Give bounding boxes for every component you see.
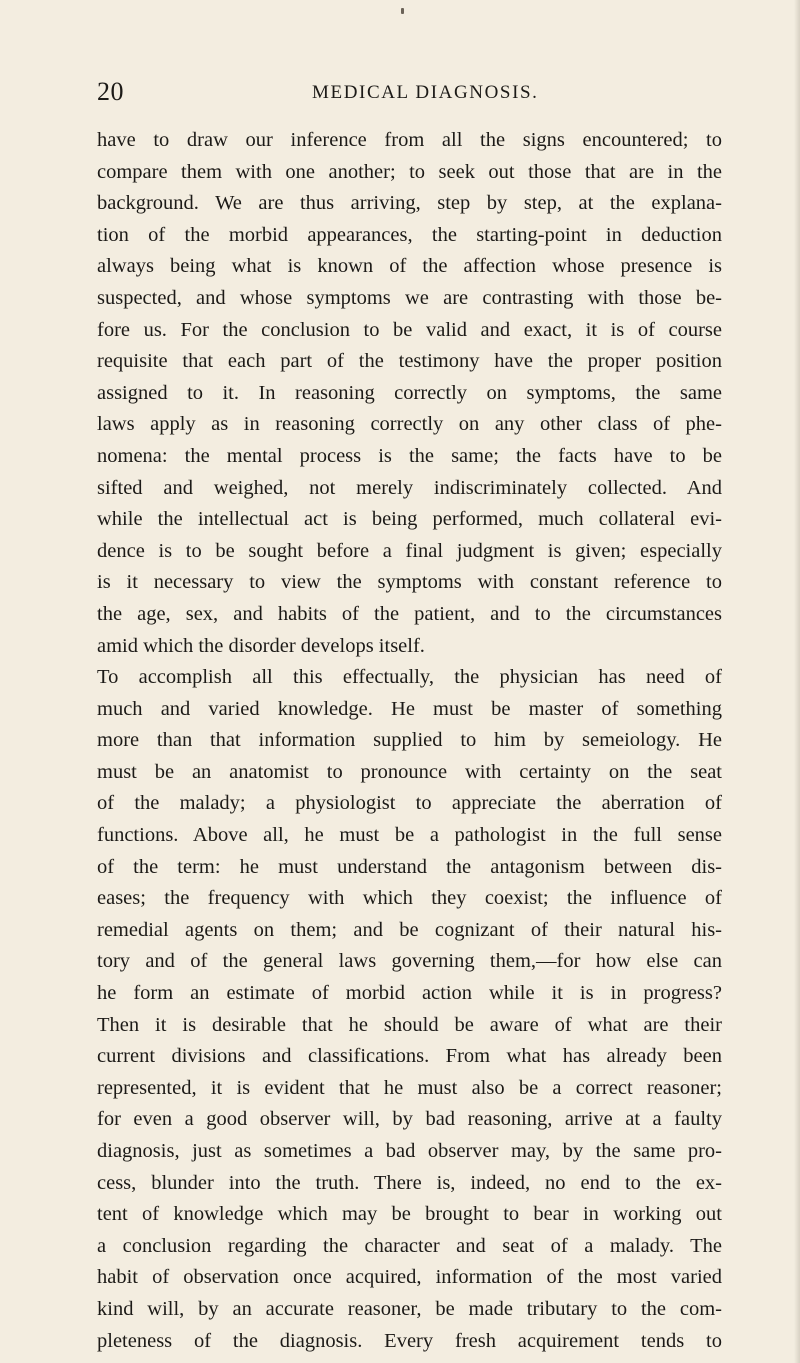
text-line: assigned to it. In reasoning correctly on symptoms, the same [97,381,722,404]
text-line-paragraph-end: amid which the disorder develops itself. [97,634,425,657]
text-line: tion of the morbid appearances, the starting-point in deduction [97,223,722,246]
text-line: diagnosis, just as sometimes a bad observer may, by the same pro- [97,1140,722,1162]
text-line: the age, sex, and habits of the patient, and to the circumstances [97,602,722,625]
text-line: of the term: he must understand the antagonism between dis- [97,855,722,878]
text-line: must be an anatomist to pronounce with certainty on the seat [97,760,722,783]
text-line: represented, it is evident that he must also be a correct reasoner; [97,1076,722,1099]
running-head: MEDICAL DIAGNOSIS. [312,82,539,103]
text-line: a conclusion regarding the character and seat of a malady. The [97,1234,722,1257]
text-line: suspected, and whose symptoms we are contrasting with those be- [97,286,722,309]
text-line: remedial agents on them; and be cognizant of their natural his- [97,918,722,941]
text-line: while the intellectual act is being performed, much collateral evi- [97,508,722,531]
text-line: for even a good observer will, by bad reasoning, arrive at a faulty [97,1108,722,1131]
text-line: always being what is known of the affection whose presence is [97,255,722,278]
text-line: dence is to be sought before a final judgment is given; especially [97,539,722,562]
text-line: much and varied knowledge. He must be master of something [97,697,722,720]
body-text [97,125,722,1357]
text-line: have to draw our inference from all the signs encountered; to [97,129,722,151]
text-line: eases; the frequency with which they coexist; the influence of [97,887,722,910]
text-line: tory and of the general laws governing them,—for how else can [97,950,722,973]
text-line: habit of observation once acquired, information of the most varied [97,1266,722,1289]
text-line: requisite that each part of the testimony have the proper position [97,350,722,373]
text-line: nomena: the mental process is the same; the facts have to be [97,444,722,467]
text-line: compare them with one another; to seek out those that are in the [97,160,722,183]
text-line-paragraph-start: To accomplish all this effectually, the physician has need of [97,666,722,689]
text-line: pleteness of the diagnosis. Every fresh acquirement tends to [97,1329,722,1352]
text-line: cess, blunder into the truth. There is, indeed, no end to the ex- [97,1171,722,1194]
page-edge-shadow [794,0,800,1363]
text-line: functions. Above all, he must be a pathologist in the full sense [97,824,722,847]
ink-speck [401,8,404,14]
text-line: is it necessary to view the symptoms with constant reference to [97,571,722,594]
text-line: he form an estimate of morbid action while it is in progress? [97,982,722,1005]
page-number: 20 [97,77,124,106]
text-line: kind will, by an accurate reasoner, be made tributary to the com- [97,1297,722,1320]
page-header [97,76,717,108]
text-line: current divisions and classifications. From what has already been [97,1045,722,1068]
text-line: Then it is desirable that he should be aware of what are their [97,1013,722,1036]
text-line: of the malady; a physiologist to appreciate the aberration of [97,792,722,815]
text-line: tent of knowledge which may be brought to bear in working out [97,1203,722,1226]
text-line: more than that information supplied to him by semeiology. He [97,729,722,752]
text-line: sifted and weighed, not merely indiscriminately collected. And [97,476,722,499]
text-line: laws apply as in reasoning correctly on any other class of phe- [97,413,722,436]
text-line: background. We are thus arriving, step by step, at the explana- [97,192,722,215]
text-line: fore us. For the conclusion to be valid and exact, it is of course [97,318,722,341]
